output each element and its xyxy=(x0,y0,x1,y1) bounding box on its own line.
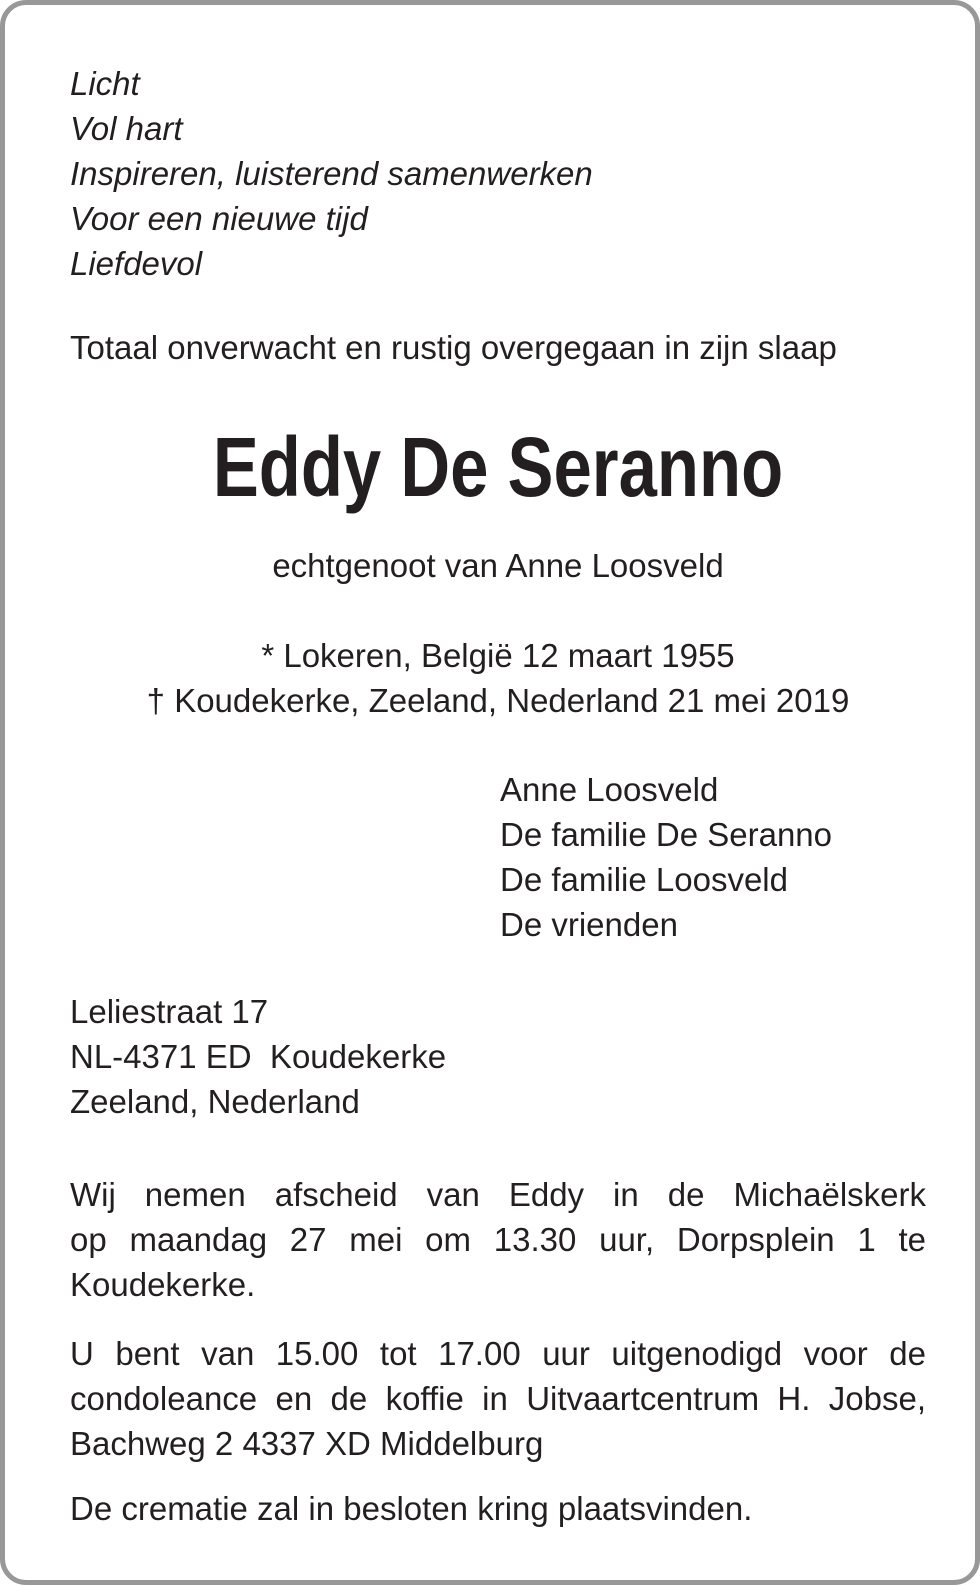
deceased-name: Eddy De Seranno xyxy=(212,420,784,514)
birth-line: * Lokeren, België 12 maart 1955 xyxy=(261,637,735,674)
mourner-line: De vrienden xyxy=(500,906,678,943)
address-line: NL-4371 ED Koudekerke xyxy=(70,1038,447,1075)
mourner-line: De familie De Seranno xyxy=(500,816,832,853)
life-dates xyxy=(70,633,926,723)
mourner-line: De familie Loosveld xyxy=(500,861,788,898)
poem xyxy=(70,61,926,286)
farewell-line: op maandag 27 mei om 13.30 uur, Dorpsplein 1 te xyxy=(70,1221,926,1258)
invitation-line: U bent van 15.00 tot 17.00 uur uitgenodigd voor de xyxy=(70,1335,926,1372)
poem-line: Voor een nieuwe tijd xyxy=(70,200,368,237)
poem-line: Licht xyxy=(70,65,140,102)
farewell-line: Koudekerke. xyxy=(70,1266,256,1303)
death-line: † Koudekerke, Zeeland, Nederland 21 mei 2019 xyxy=(146,682,850,719)
intro-line: Totaal onverwacht en rustig overgegaan in zijn slaap xyxy=(70,329,837,366)
address-line: Zeeland, Nederland xyxy=(70,1083,360,1120)
invitation-line: condoleance en de koffie in Uitvaartcentrum H. Jobse, xyxy=(70,1380,926,1417)
mourners-list xyxy=(500,767,926,947)
poem-line: Inspireren, luisterend samenwerken xyxy=(70,155,593,192)
poem-line: Liefdevol xyxy=(70,245,203,282)
relation-line: echtgenoot van Anne Loosveld xyxy=(272,547,724,584)
address-block xyxy=(70,989,926,1124)
cremation-line: De crematie zal in besloten kring plaatsvinden. xyxy=(70,1490,753,1527)
farewell-paragraph xyxy=(70,1172,926,1307)
invitation-paragraph xyxy=(70,1331,926,1466)
invitation-line: Bachweg 2 4337 XD Middelburg xyxy=(70,1425,544,1462)
address-line: Leliestraat 17 xyxy=(70,993,269,1030)
poem-line: Vol hart xyxy=(70,110,183,147)
cremation-paragraph xyxy=(70,1486,926,1531)
mourner-line: Anne Loosveld xyxy=(500,771,719,808)
farewell-line: Wij nemen afscheid van Eddy in de Michaëlskerk xyxy=(70,1176,926,1213)
